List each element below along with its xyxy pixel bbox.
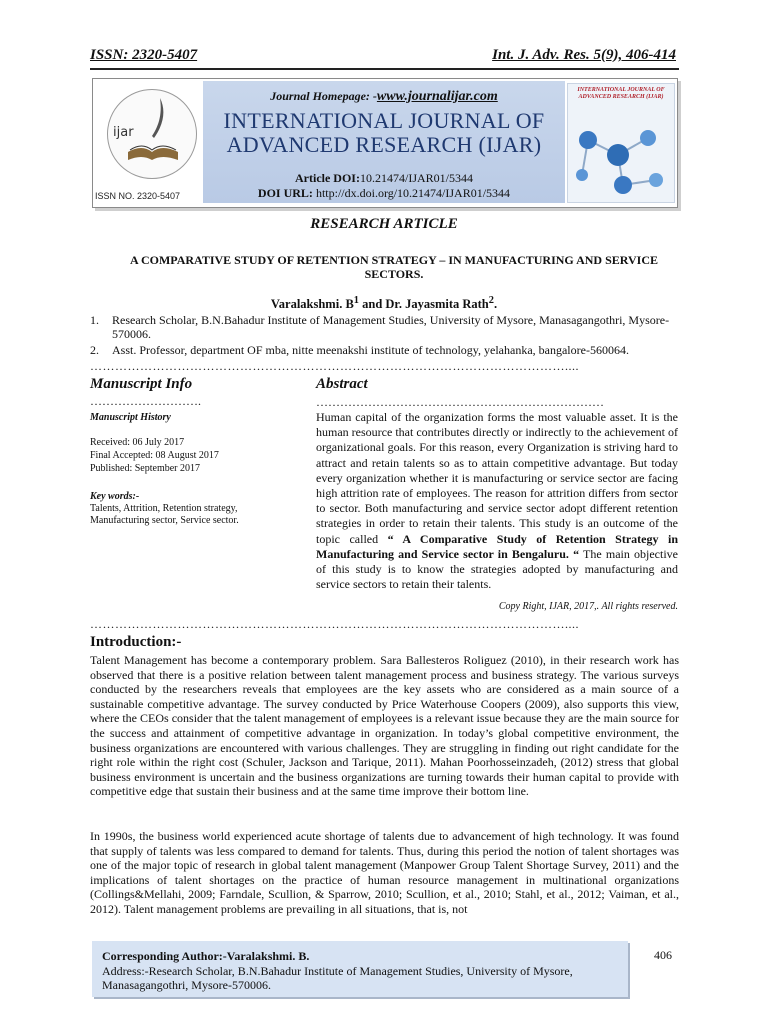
corresponding-author-box [92,941,628,997]
separator-bottom: …………………………………………………………………………………………………….... [90,617,579,631]
affiliation-number: 2. [90,343,99,357]
article-doi-value: 10.21474/IJAR01/5344 [359,171,473,185]
abstract-heading: Abstract [316,376,368,392]
manuscript-info-heading: Manuscript Info [90,376,193,392]
page-number: 406 [654,948,672,962]
intro-paragraph-1: Talent Management has become a contemporary problem. Sara Ballesteros Roliguez (2010), in their research work has observed that there is a positive relation between talent management process and business strategy. The various surveys conducted by the researchers reveals that employees are the key assets who are considered as a main source of a sustainable competitive advantage. The survey conducted by Price Waterhouse Coopers (2009), also supports this view, where the CEOs consider that the talent management of employees is a relevant issue because they are the main source for the success and attainment of competitive advantage in organization. In today’s global competitive environment, the business organizations are encountered with various challenges. They are struggling in finding out right candidate for the right role within the right cost (Schuler, Jackson and Tarique, 2011). Mahan Poorhosseinzadeh, (2012) stress that global business environment is uncertain and the business organizations are turning towards their human capital to provide with competitive edge that sustain their business and at the same time improve their bottom line. [90,653,679,799]
author-1-sup: 1 [353,295,359,306]
header-rule [90,68,679,70]
journal-name-line2: ADVANCED RESEARCH (IJAR) [226,132,542,157]
keywords-line-2: Manufacturing sector, Service sector. [90,515,239,526]
published-date: Published: September 2017 [90,463,200,474]
affiliation-2 [90,343,678,358]
journal-homepage [203,89,565,105]
accepted-date: Final Accepted: 08 August 2017 [90,450,219,461]
doi-url-link[interactable]: http://dx.doi.org/10.21474/IJAR01/5344 [315,186,511,200]
doi-url-label: DOI URL: [257,186,313,200]
molecule-icon [568,110,674,202]
manuscript-info-dots: ………………………. [90,394,201,408]
homepage-label: Journal Homepage: - [270,89,377,103]
issn-header: ISSN: 2320-5407 [90,47,198,63]
affiliation-number: 1. [90,313,99,327]
journal-name-line1: INTERNATIONAL JOURNAL OF [223,108,545,133]
keywords-line-1: Talents, Attrition, Retention strategy, [90,503,238,514]
abstract-dots: ……………………………………………………………… [316,395,604,409]
homepage-link[interactable]: www.journalijar.com [376,89,498,104]
intro-paragraph-2: In 1990s, the business world experienced acute shortage of talents due to advancement of high technology. It was found that supply of talents was less compared to demand for talents. Thus, during this period the notion of talent shortages was one of the major topic of research in global talent management (Manpower Group Talent Shortage Survey, 2011) and the implications of talent shortages on the practice of human resource management in multinational organizations (Collings&Mellahi, 2009; Farndale, Scullion, & Sparrow, 2010; Scullion, et al., 2010; Stahl, et al., 2012; Vaiman, et al., 2012). Talent management problems are prevailing in all situations, that is, not [90,829,679,916]
abstract-study-title: “ A Comparative Study of Retention Strategy in Manufacturing and Service sector in Bengaluru. “ [316,531,678,561]
corresponding-author-content [102,949,622,993]
journal-name [203,109,565,157]
doi-url [203,186,565,201]
logo-issn: ISSN NO. 2320-5407 [95,191,181,201]
received-date: Received: 06 July 2017 [90,437,185,448]
citation-header: Int. J. Adv. Res. 5(9), 406-414 [492,47,676,63]
manuscript-history-heading: Manuscript History [90,412,171,423]
cover-title: INTERNATIONAL JOURNAL OF ADVANCED RESEARCH (IJAR) [577,87,665,100]
keywords-heading: Key words:- [90,491,140,502]
corresponding-author-address: Address:-Research Scholar, B.N.Bahadur Institute of Management Studies, University of Mysore, Manasagangothri, Mysore-570006. [102,963,573,992]
banner-center-panel [203,81,565,203]
copyright: Copy Right, IJAR, 2017,. All rights reserved. [498,601,678,612]
author-end: . [493,297,498,312]
affiliation-text: Asst. Professor, department OF mba, nitte meenakshi institute of technology, yelahanka, bangalore-560064. [112,343,629,357]
article-doi-label: Article DOI: [295,171,360,185]
author-2-sup: 2 [488,295,494,306]
article-title: A COMPARATIVE STUDY OF RETENTION STRATEGY – IN MANUFACTURING AND SERVICE SECTORS. [129,253,659,281]
corresponding-author-name: Corresponding Author:-Varalakshmi. B. [102,949,310,963]
journal-banner [92,78,678,208]
author-2: and Dr. Jayasmita Rath [359,297,489,312]
affiliation-text: Research Scholar, B.N.Bahadur Institute of Management Studies, University of Mysore, Manasagangothri, Mysore-570006. [112,313,670,341]
abstract-text-part-1: Human capital of the organization forms the most valuable asset. It is the human resource that contributes directly or indirectly to the achievement of organizational goals. For this reason, every Organization is striving hard to attract and retain talents so as to attain competitive advantage. But today every organization whether it is manufacturing or service sector are facing high attrition rate of employees. The reason for attrition differs from sector to sector. Both manufacturing and service sector adopt different retention strategies in order to retain their talents. This study is an outcome of the topic called [316,410,678,546]
article-type: RESEARCH ARTICLE [310,216,458,232]
affiliation-1 [90,313,678,343]
author-1: Varalakshmi. B [270,297,354,312]
abstract-text-part-2: The main objective of this study is to know the strategies adopted by manufacturing and service sectors to retain their talents. [316,546,678,592]
article-doi [203,171,565,186]
logo-text: ijar [113,125,134,140]
abstract-text [316,410,678,592]
journal-cover-image [567,83,675,203]
separator-top: …………………………………………………………………………………………………….... [90,359,579,373]
authors [0,295,768,312]
introduction-heading: Introduction:- [90,634,182,650]
